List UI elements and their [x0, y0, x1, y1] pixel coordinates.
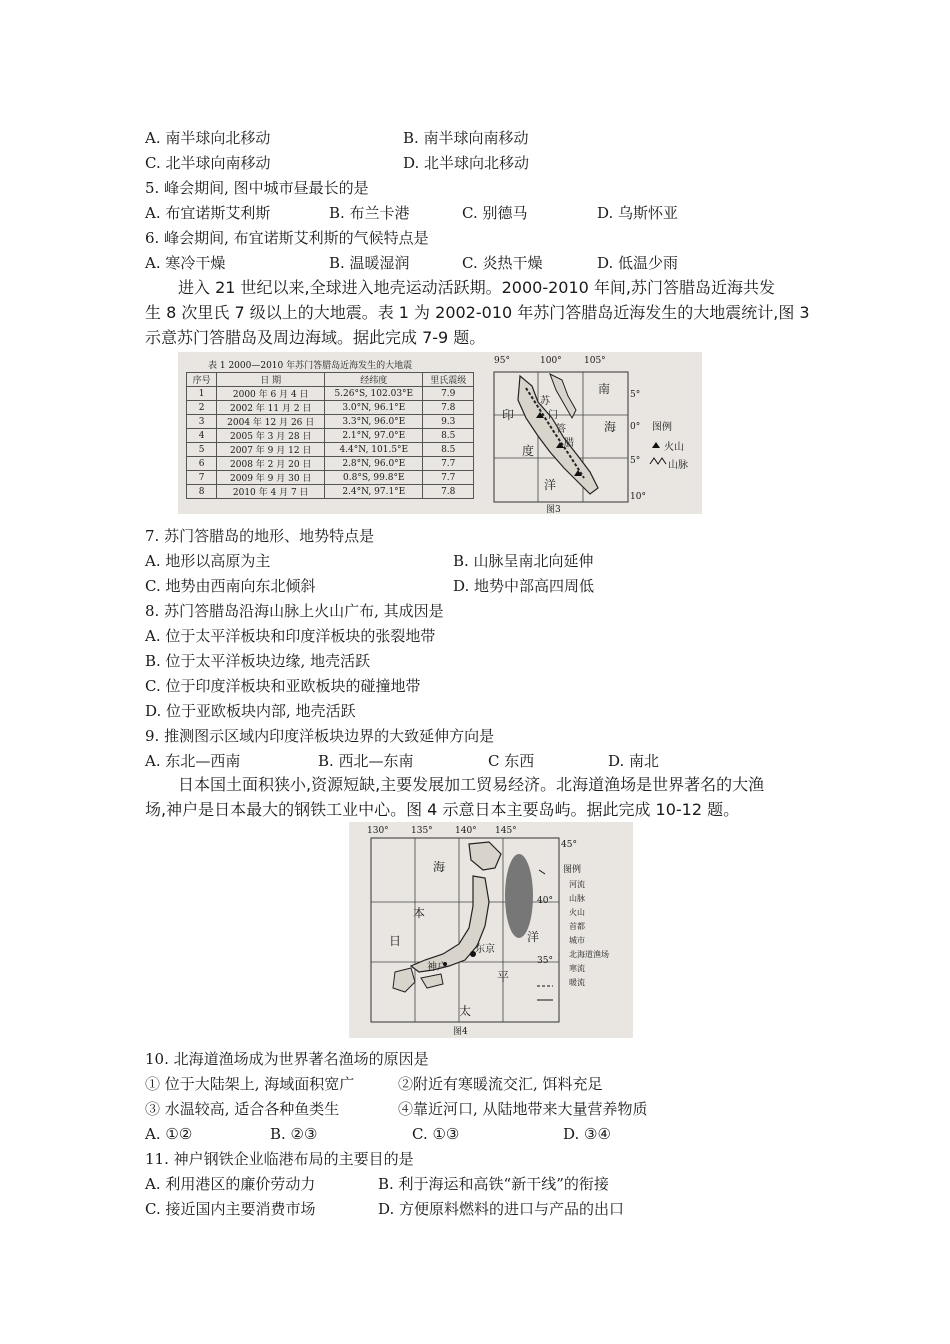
- q10-statement-4: ④靠近河口, 从陆地带来大量营养物质: [398, 1100, 648, 1118]
- table-cell: 8.5: [423, 443, 474, 457]
- q6-option-a: A. 寒冷干燥: [145, 254, 226, 272]
- q10-statement-2: ②附近有寒暖流交汇, 饵料充足: [398, 1075, 603, 1093]
- table1: [186, 372, 474, 499]
- table-cell: 7.7: [423, 471, 474, 485]
- table-cell: 2.8°N, 96.0°E: [325, 457, 423, 471]
- table-cell: 0.8°S, 99.8°E: [325, 471, 423, 485]
- table-row: [187, 443, 474, 457]
- table-cell: 2: [187, 401, 217, 415]
- table-cell: 2007 年 9 月 12 日: [217, 443, 325, 457]
- q6-option-d: D. 低温少雨: [597, 254, 679, 272]
- fig4-lat-label: 35°: [537, 956, 553, 966]
- fig3-legend-mountain: 山脉: [668, 460, 688, 471]
- fig3-lat-label: 0°: [630, 422, 641, 432]
- fig4-lon-label: 140°: [455, 826, 477, 836]
- table-row: [187, 429, 474, 443]
- passage2-line2: 生 8 次里氏 7 级以上的大地震。表 1 为 2002-010 年苏门答腊岛近海发生的大地震统计,图 3: [145, 303, 810, 322]
- q10-option-c: C. ①③: [412, 1125, 460, 1143]
- fig4-legend-item: 暖流: [569, 978, 585, 987]
- fig4-sea-label: 本: [413, 906, 426, 920]
- table-cell: 2000 年 6 月 4 日: [217, 387, 325, 401]
- q10-option-b: B. ②③: [270, 1125, 318, 1143]
- table-row: [187, 485, 474, 499]
- fig4-legend-item: 火山: [569, 908, 585, 917]
- fig4-lon-label: 135°: [411, 826, 433, 836]
- table-cell: 7.9: [423, 387, 474, 401]
- q9-stem: 9. 推测图示区域内印度洋板块边界的大致延伸方向是: [145, 727, 495, 745]
- fig4-caption: 图4: [453, 1027, 468, 1037]
- fig4-legend-item: 首都: [569, 922, 585, 931]
- q5-option-c: C. 别德马: [462, 204, 528, 222]
- table-cell: 2002 年 11 月 2 日: [217, 401, 325, 415]
- table1-header: 序号: [187, 373, 217, 387]
- fig3-legend-volcano: 火山: [664, 442, 684, 453]
- fig3-legend-title: 图例: [652, 422, 672, 433]
- table-cell: 2010 年 4 月 7 日: [217, 485, 325, 499]
- table-cell: 4: [187, 429, 217, 443]
- fig3-map-graphic: [480, 352, 702, 514]
- fig3-sea-label: 南: [598, 382, 611, 396]
- q7-option-c: C. 地势由西南向东北倾斜: [145, 577, 316, 595]
- table-cell: 7.8: [423, 401, 474, 415]
- q11-option-b: B. 利于海运和高铁“新干线”的衔接: [378, 1175, 609, 1193]
- table-cell: 2.1°N, 97.0°E: [325, 429, 423, 443]
- table-cell: 4.4°N, 101.5°E: [325, 443, 423, 457]
- table-cell: 5.26°S, 102.03°E: [325, 387, 423, 401]
- fig3-island-label: 门: [548, 410, 558, 421]
- q10-option-a: A. ①②: [145, 1125, 193, 1143]
- q5-option-d: D. 乌斯怀亚: [597, 204, 679, 222]
- fig4-lon-label: 130°: [367, 826, 389, 836]
- fig3-map: [480, 352, 702, 514]
- fig3-ocean-label: 洋: [544, 478, 557, 492]
- fig4-legend-title: 图例: [563, 865, 582, 875]
- table-cell: 3.0°N, 96.1°E: [325, 401, 423, 415]
- q5-stem: 5. 峰会期间, 图中城市昼最长的是: [145, 179, 369, 197]
- fig3-sea-label: 海: [604, 420, 617, 434]
- fig4-lon-label: 145°: [495, 826, 517, 836]
- table-cell: 9.3: [423, 415, 474, 429]
- fig3-lat-label: 5°: [630, 456, 641, 466]
- q10-statement-1: ① 位于大陆架上, 海域面积宽广: [145, 1075, 355, 1093]
- q6-option-c: C. 炎热干燥: [462, 254, 543, 272]
- fig3-lon-label: 105°: [584, 356, 606, 366]
- fig4-lat-label: 40°: [537, 896, 553, 906]
- q4-option-b: B. 南半球向南移动: [403, 129, 529, 147]
- fig4-sea-label: 海: [433, 860, 446, 874]
- q8-option-d: D. 位于亚欧板块内部, 地壳活跃: [145, 702, 356, 720]
- q4-option-d: D. 北半球向北移动: [403, 154, 530, 172]
- q11-option-c: C. 接近国内主要消费市场: [145, 1200, 316, 1218]
- q8-option-c: C. 位于印度洋板块和亚欧板块的碰撞地带: [145, 677, 421, 695]
- fig4-city-tokyo: 东京: [475, 944, 495, 955]
- q7-option-a: A. 地形以高原为主: [145, 552, 271, 570]
- table-cell: 6: [187, 457, 217, 471]
- fig4-sea-label: 日: [389, 934, 402, 948]
- q4-option-a: A. 南半球向北移动: [145, 129, 271, 147]
- table-cell: 2008 年 2 月 20 日: [217, 457, 325, 471]
- fig4-legend-item: 城市: [569, 936, 585, 945]
- fig4-legend-item: 北海道渔场: [569, 950, 609, 959]
- table-cell: 2.4°N, 97.1°E: [325, 485, 423, 499]
- q11-option-a: A. 利用港区的廉价劳动力: [145, 1175, 316, 1193]
- q8-option-a: A. 位于太平洋板块和印度洋板块的张裂地带: [145, 627, 436, 645]
- fig4-legend-item: 山脉: [569, 894, 585, 903]
- passage2-line3: 示意苏门答腊岛及周边海域。据此完成 7-9 题。: [145, 328, 486, 347]
- q4-option-c: C. 北半球向南移动: [145, 154, 271, 172]
- q5-option-b: B. 布兰卡港: [329, 204, 410, 222]
- table-cell: 1: [187, 387, 217, 401]
- table-cell: 7.8: [423, 485, 474, 499]
- q10-statement-3: ③ 水温较高, 适合各种鱼类生: [145, 1100, 340, 1118]
- fig3-island-label: 苏: [540, 396, 550, 407]
- q9-option-b: B. 西北—东南: [318, 752, 414, 770]
- fig3-island-label: 答: [556, 424, 566, 435]
- table-row: [187, 471, 474, 485]
- fig4-ocean-label: 洋: [527, 930, 540, 944]
- fig3-lon-label: 100°: [540, 356, 562, 366]
- q8-stem: 8. 苏门答腊岛沿海山脉上火山广布, 其成因是: [145, 602, 444, 620]
- q9-option-c: C 东西: [488, 752, 535, 770]
- passage3-line2: 场,神户是日本最大的钢铁工业中心。图 4 示意日本主要岛屿。据此完成 10-12 题。: [145, 800, 740, 819]
- fig4-ocean-label: 太: [459, 1004, 472, 1018]
- q10-option-d: D. ③④: [563, 1125, 611, 1143]
- q7-stem: 7. 苏门答腊岛的地形、地势特点是: [145, 527, 375, 545]
- table1-header-row: [187, 373, 474, 387]
- fig4-legend-item: 河流: [569, 880, 585, 889]
- q11-stem: 11. 神户钢铁企业临港布局的主要目的是: [145, 1150, 414, 1168]
- q7-option-b: B. 山脉呈南北向延伸: [453, 552, 594, 570]
- q11-option-d: D. 方便原料燃料的进口与产品的出口: [378, 1200, 625, 1218]
- table-cell: 2005 年 3 月 28 日: [217, 429, 325, 443]
- fig3-lon-label: 95°: [494, 356, 510, 366]
- table-cell: 2004 年 12 月 26 日: [217, 415, 325, 429]
- fig4-legend-item: 寒流: [569, 964, 585, 973]
- table1-header: 里氏震级: [423, 373, 474, 387]
- fig3-caption: 图3: [546, 505, 561, 515]
- fig3-ocean-label: 度: [522, 444, 535, 458]
- fig4-city-kobe: 神户: [427, 962, 447, 973]
- fig4-lat-label: 45°: [561, 840, 577, 850]
- fig4-legend: [569, 878, 609, 990]
- passage2-line1: 进入 21 世纪以来,全球进入地壳运动活跃期。2000-2010 年间,苏门答腊岛近海共发: [178, 278, 776, 297]
- q6-stem: 6. 峰会期间, 布宜诺斯艾利斯的气候特点是: [145, 229, 429, 247]
- table-cell: 7: [187, 471, 217, 485]
- table-cell: 7.7: [423, 457, 474, 471]
- table-row: [187, 387, 474, 401]
- q8-option-b: B. 位于太平洋板块边缘, 地壳活跃: [145, 652, 371, 670]
- passage3-line1: 日本国土面积狭小,资源短缺,主要发展加工贸易经济。北海道渔场是世界著名的大渔: [178, 775, 765, 794]
- table-row: [187, 401, 474, 415]
- table-cell: 8: [187, 485, 217, 499]
- q9-option-a: A. 东北—西南: [145, 752, 241, 770]
- table-cell: 2009 年 9 月 30 日: [217, 471, 325, 485]
- table-row: [187, 415, 474, 429]
- table1-caption: 表 1 2000—2010 年苏门答腊岛近海发生的大地震: [208, 361, 413, 371]
- q6-option-b: B. 温暖湿润: [329, 254, 410, 272]
- fig3-lat-label: 5°: [630, 390, 641, 400]
- table-cell: 5: [187, 443, 217, 457]
- table-cell: 3.3°N, 96.0°E: [325, 415, 423, 429]
- q9-option-d: D. 南北: [608, 752, 660, 770]
- q10-stem: 10. 北海道渔场成为世界著名渔场的原因是: [145, 1050, 429, 1068]
- fig3-island-label: 腊: [564, 438, 574, 449]
- q7-option-d: D. 地势中部高四周低: [453, 577, 595, 595]
- table-row: [187, 457, 474, 471]
- table-cell: 8.5: [423, 429, 474, 443]
- fig3-ocean-label: 印: [502, 408, 515, 422]
- table1-header: 日 期: [217, 373, 325, 387]
- q5-option-a: A. 布宜诺斯艾利斯: [145, 204, 271, 222]
- fig3-lat-label: 10°: [630, 492, 646, 502]
- fig4-ocean-label: 平: [497, 970, 510, 984]
- table1-figure: [178, 352, 480, 514]
- table-cell: 3: [187, 415, 217, 429]
- fig4-map: [349, 822, 633, 1038]
- table1-header: 经纬度: [325, 373, 423, 387]
